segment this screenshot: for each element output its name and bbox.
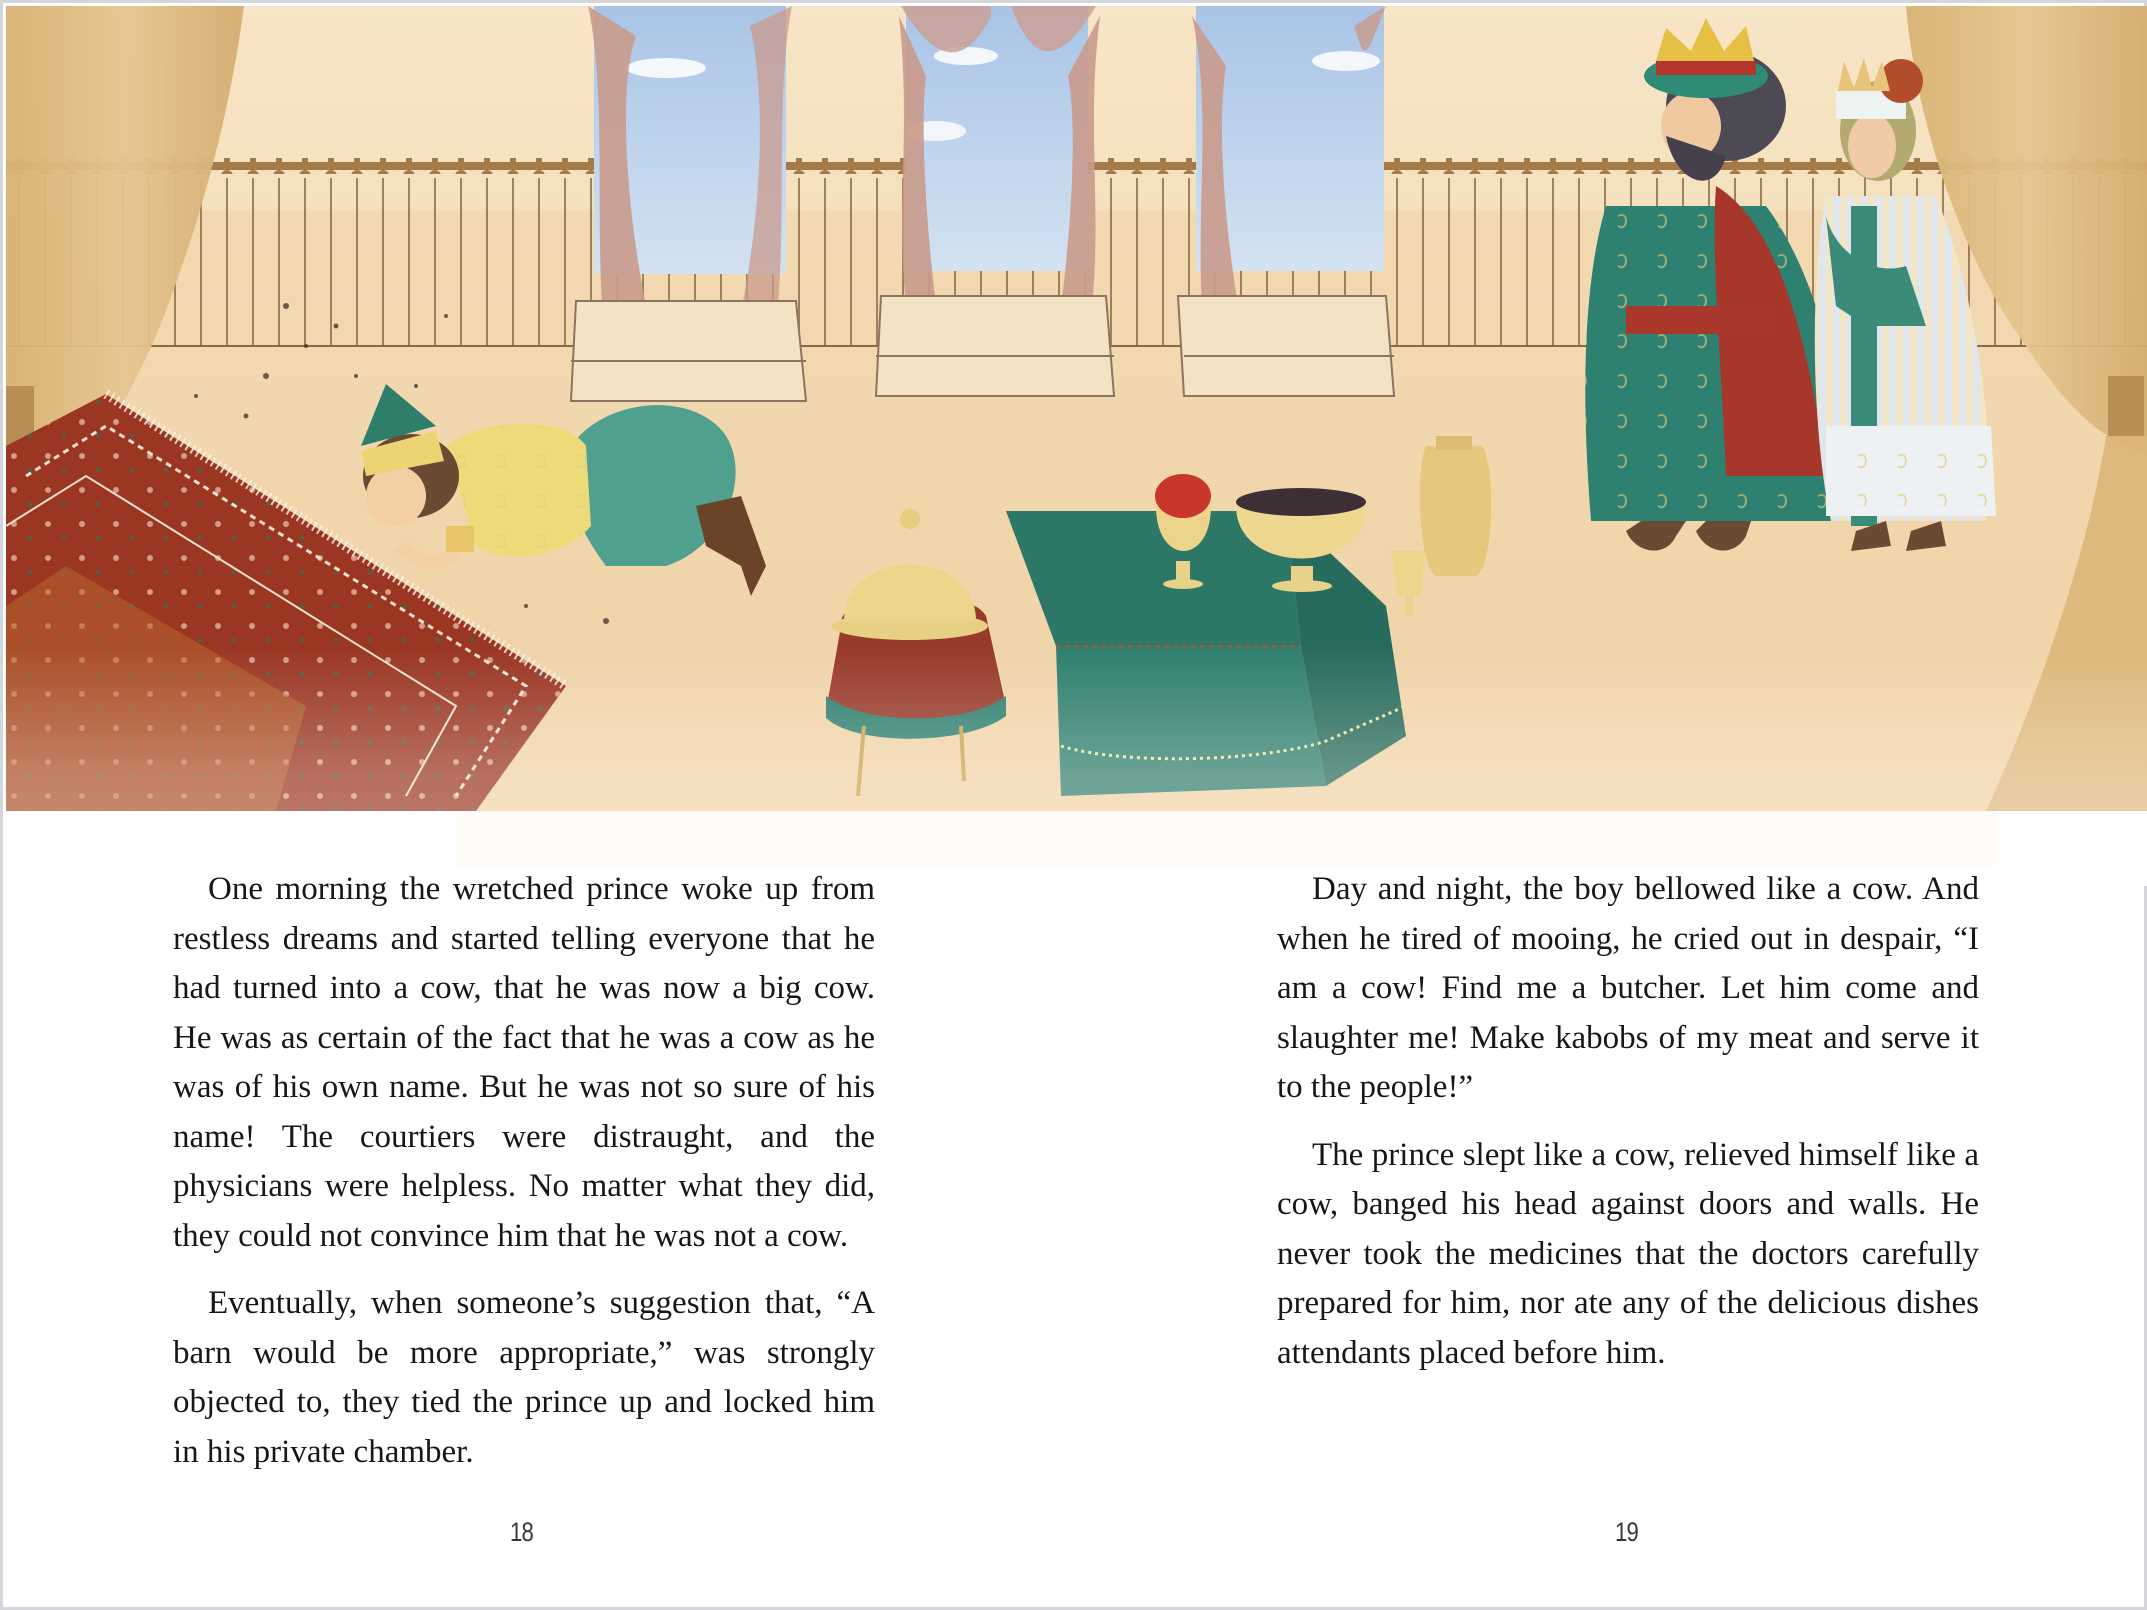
paragraph: Eventually, when someone’s suggestion that, “A barn would be more appropriate,” was strongly objected to, they tied the prince up and locked him in his private chamber. (173, 1285, 875, 1470)
paragraph: One morning the wretched prince woke up from restless dreams and started telling everyone that he had turned into a cow, that he was now a big cow. He was as certain of the fact that he was a cow as he was of his own name. But he was not so sure of his name! The courtiers were distraught, and the physicians were helpless. No matter what they did, they could not convince him that he was not a cow. (173, 871, 875, 1254)
right-page-text (1277, 865, 1979, 1396)
page-number-right: 19 (1615, 1517, 1638, 1547)
window-left (571, 6, 806, 401)
window-right (1178, 6, 1394, 396)
window-middle (876, 6, 1114, 396)
illustration-palace-scene (6, 6, 2147, 886)
page-number-left: 18 (510, 1517, 533, 1547)
left-page-text (173, 865, 875, 1495)
paragraph: The prince slept like a cow, relieved himself like a cow, banged his head against doors and walls. He never took the medicines that the doctors carefully prepared for him, nor ate any of the delicious dishes attendants placed before him. (1277, 1136, 1979, 1371)
paragraph: Day and night, the boy bellowed like a cow. And when he tired of mooing, he cried out in despair, “I am a cow! Find me a butcher. Let him come and slaughter me! Make kabobs of my meat and serve it to the people!” (1277, 871, 1979, 1105)
